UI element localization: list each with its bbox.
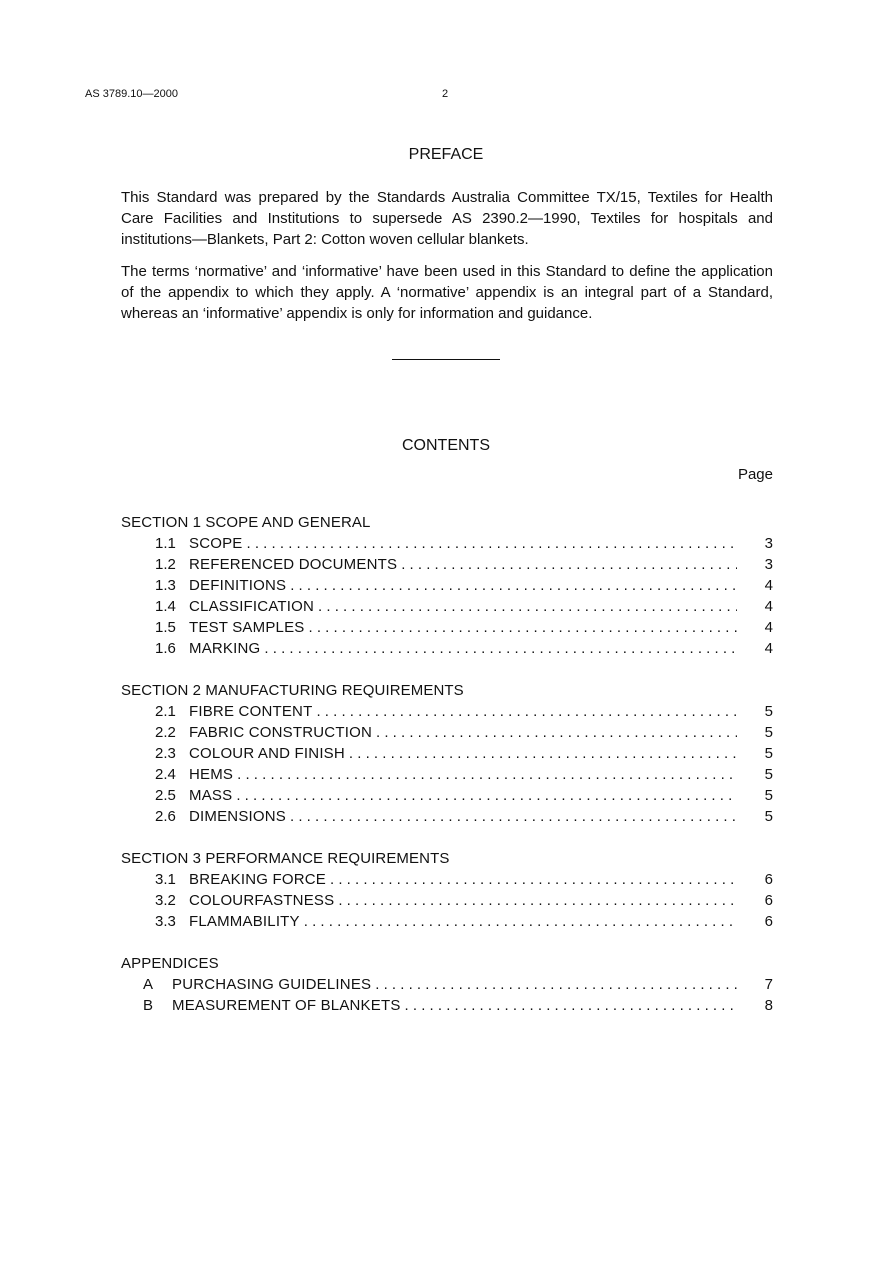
- toc-entry-number: 2.2: [155, 724, 176, 741]
- page-header: [85, 88, 807, 104]
- toc-entry-page: 6: [764, 892, 773, 909]
- contents-title: CONTENTS: [402, 437, 490, 454]
- toc-entry-number: 1.5: [155, 619, 176, 636]
- toc-entry-title: MARKING: [189, 640, 261, 657]
- toc-entry[interactable]: [121, 743, 773, 764]
- toc-entry-number: 2.3: [155, 745, 176, 762]
- toc-entry[interactable]: [121, 890, 773, 911]
- toc-entry-page: 7: [764, 976, 773, 993]
- toc-entry-page: 4: [764, 619, 773, 636]
- toc-entry-page: 6: [764, 913, 773, 930]
- toc-entry[interactable]: [121, 722, 773, 743]
- toc-entry-number: 2.1: [155, 703, 176, 720]
- toc-entry-page: 3: [764, 556, 773, 573]
- toc-entry-title: FABRIC CONSTRUCTION: [189, 724, 372, 741]
- toc-entry-number: 1.4: [155, 598, 176, 615]
- toc-entry-page: 5: [764, 703, 773, 720]
- toc-entry-title: DEFINITIONS: [189, 577, 287, 594]
- page-column-label: Page: [737, 466, 773, 483]
- toc-entry-title: MEASUREMENT OF BLANKETS: [172, 997, 401, 1014]
- toc-dot-leader: [330, 869, 737, 890]
- preface-paragraph: The terms ‘normative’ and ‘informative’ have been used in this Standard to define the application of the appendix to which they apply. A ‘normative’ appendix is an integral part of a Standard, whereas an ‘informative’ appendix is only for information and guidance.: [121, 263, 773, 322]
- toc-entry-title: TEST SAMPLES: [189, 619, 305, 636]
- document-id: AS 3789.10—2000: [85, 88, 178, 100]
- toc-entry-title: FIBRE CONTENT: [189, 703, 313, 720]
- toc-entry-number: A: [143, 976, 154, 993]
- toc-entry-title: HEMS: [189, 766, 234, 783]
- toc-group: [121, 953, 773, 1016]
- toc-entry[interactable]: [121, 533, 773, 554]
- toc-entry-number: 2.6: [155, 808, 176, 825]
- toc-entry-number: B: [143, 997, 154, 1014]
- toc-entry-page: 5: [764, 724, 773, 741]
- toc-entry[interactable]: [121, 701, 773, 722]
- toc-entry[interactable]: [121, 764, 773, 785]
- toc-entry-number: 3.2: [155, 892, 176, 909]
- toc-entry-title: MASS: [189, 787, 233, 804]
- toc-entry[interactable]: [121, 974, 773, 995]
- toc-entry-page: 4: [764, 577, 773, 594]
- toc-dot-leader: [290, 806, 737, 827]
- toc-entry-page: 4: [764, 598, 773, 615]
- toc-entry-title: REFERENCED DOCUMENTS: [189, 556, 398, 573]
- toc-dot-leader: [304, 911, 737, 932]
- toc-group: [121, 512, 773, 659]
- toc-dot-leader: [309, 617, 738, 638]
- toc-section-heading: SECTION 3 PERFORMANCE REQUIREMENTS: [121, 850, 450, 867]
- preface-title: PREFACE: [408, 146, 484, 163]
- toc-dot-leader: [318, 596, 737, 617]
- toc-dot-leader: [237, 764, 737, 785]
- toc-section-heading: SECTION 2 MANUFACTURING REQUIREMENTS: [121, 682, 464, 699]
- toc-entry-number: 1.2: [155, 556, 176, 573]
- toc-dot-leader: [375, 974, 737, 995]
- toc-entry[interactable]: [121, 911, 773, 932]
- toc-dot-leader: [405, 995, 737, 1016]
- toc-entry-title: CLASSIFICATION: [189, 598, 315, 615]
- toc-entry-page: 8: [764, 997, 773, 1014]
- toc-entry[interactable]: [121, 596, 773, 617]
- toc-entry-page: 5: [764, 766, 773, 783]
- toc-entry-title: BREAKING FORCE: [189, 871, 326, 888]
- toc-entry[interactable]: [121, 638, 773, 659]
- toc-dot-leader: [236, 785, 737, 806]
- toc-entry[interactable]: [121, 785, 773, 806]
- page-number: 2: [442, 88, 449, 100]
- toc-group: [121, 680, 773, 827]
- toc-entry-page: 4: [764, 640, 773, 657]
- toc-dot-leader: [376, 722, 737, 743]
- toc-entry-title: SCOPE: [189, 535, 243, 552]
- table-of-contents: [121, 512, 773, 1037]
- toc-entry[interactable]: [121, 575, 773, 596]
- toc-entry[interactable]: [121, 995, 773, 1016]
- toc-entry-page: 6: [764, 871, 773, 888]
- toc-entry[interactable]: [121, 869, 773, 890]
- toc-entry-title: DIMENSIONS: [189, 808, 287, 825]
- toc-dot-leader: [264, 638, 737, 659]
- toc-dot-leader: [316, 701, 737, 722]
- toc-dot-leader: [401, 554, 737, 575]
- toc-entry-number: 3.3: [155, 913, 176, 930]
- toc-entry-page: 5: [764, 787, 773, 804]
- toc-section-heading: SECTION 1 SCOPE AND GENERAL: [121, 514, 371, 531]
- toc-dot-leader: [349, 743, 737, 764]
- toc-entry[interactable]: [121, 554, 773, 575]
- toc-entry-page: 5: [764, 808, 773, 825]
- toc-entry-number: 1.3: [155, 577, 176, 594]
- toc-dot-leader: [338, 890, 737, 911]
- preface-paragraph: This Standard was prepared by the Standards Australia Committee TX/15, Textiles for Health Care Facilities and Institutions to supersede AS 2390.2—1990, Textiles for hospitals and institutions—Blankets, Part 2: Cotton woven cellular blankets.: [121, 189, 773, 248]
- preface-body: [121, 187, 773, 335]
- toc-entry-number: 2.5: [155, 787, 176, 804]
- toc-group: [121, 848, 773, 932]
- toc-entry-number: 2.4: [155, 766, 176, 783]
- section-divider: [392, 359, 500, 360]
- toc-entry-title: PURCHASING GUIDELINES: [172, 976, 372, 993]
- toc-entry[interactable]: [121, 617, 773, 638]
- toc-entry-page: 3: [764, 535, 773, 552]
- toc-entry-page: 5: [764, 745, 773, 762]
- toc-entry-number: 3.1: [155, 871, 176, 888]
- toc-section-heading: APPENDICES: [121, 955, 219, 972]
- toc-entry-title: COLOURFASTNESS: [189, 892, 335, 909]
- toc-entry-number: 1.1: [155, 535, 176, 552]
- toc-entry[interactable]: [121, 806, 773, 827]
- toc-dot-leader: [290, 575, 737, 596]
- toc-entry-number: 1.6: [155, 640, 176, 657]
- toc-entry-title: COLOUR AND FINISH: [189, 745, 345, 762]
- toc-dot-leader: [247, 533, 737, 554]
- toc-entry-title: FLAMMABILITY: [189, 913, 300, 930]
